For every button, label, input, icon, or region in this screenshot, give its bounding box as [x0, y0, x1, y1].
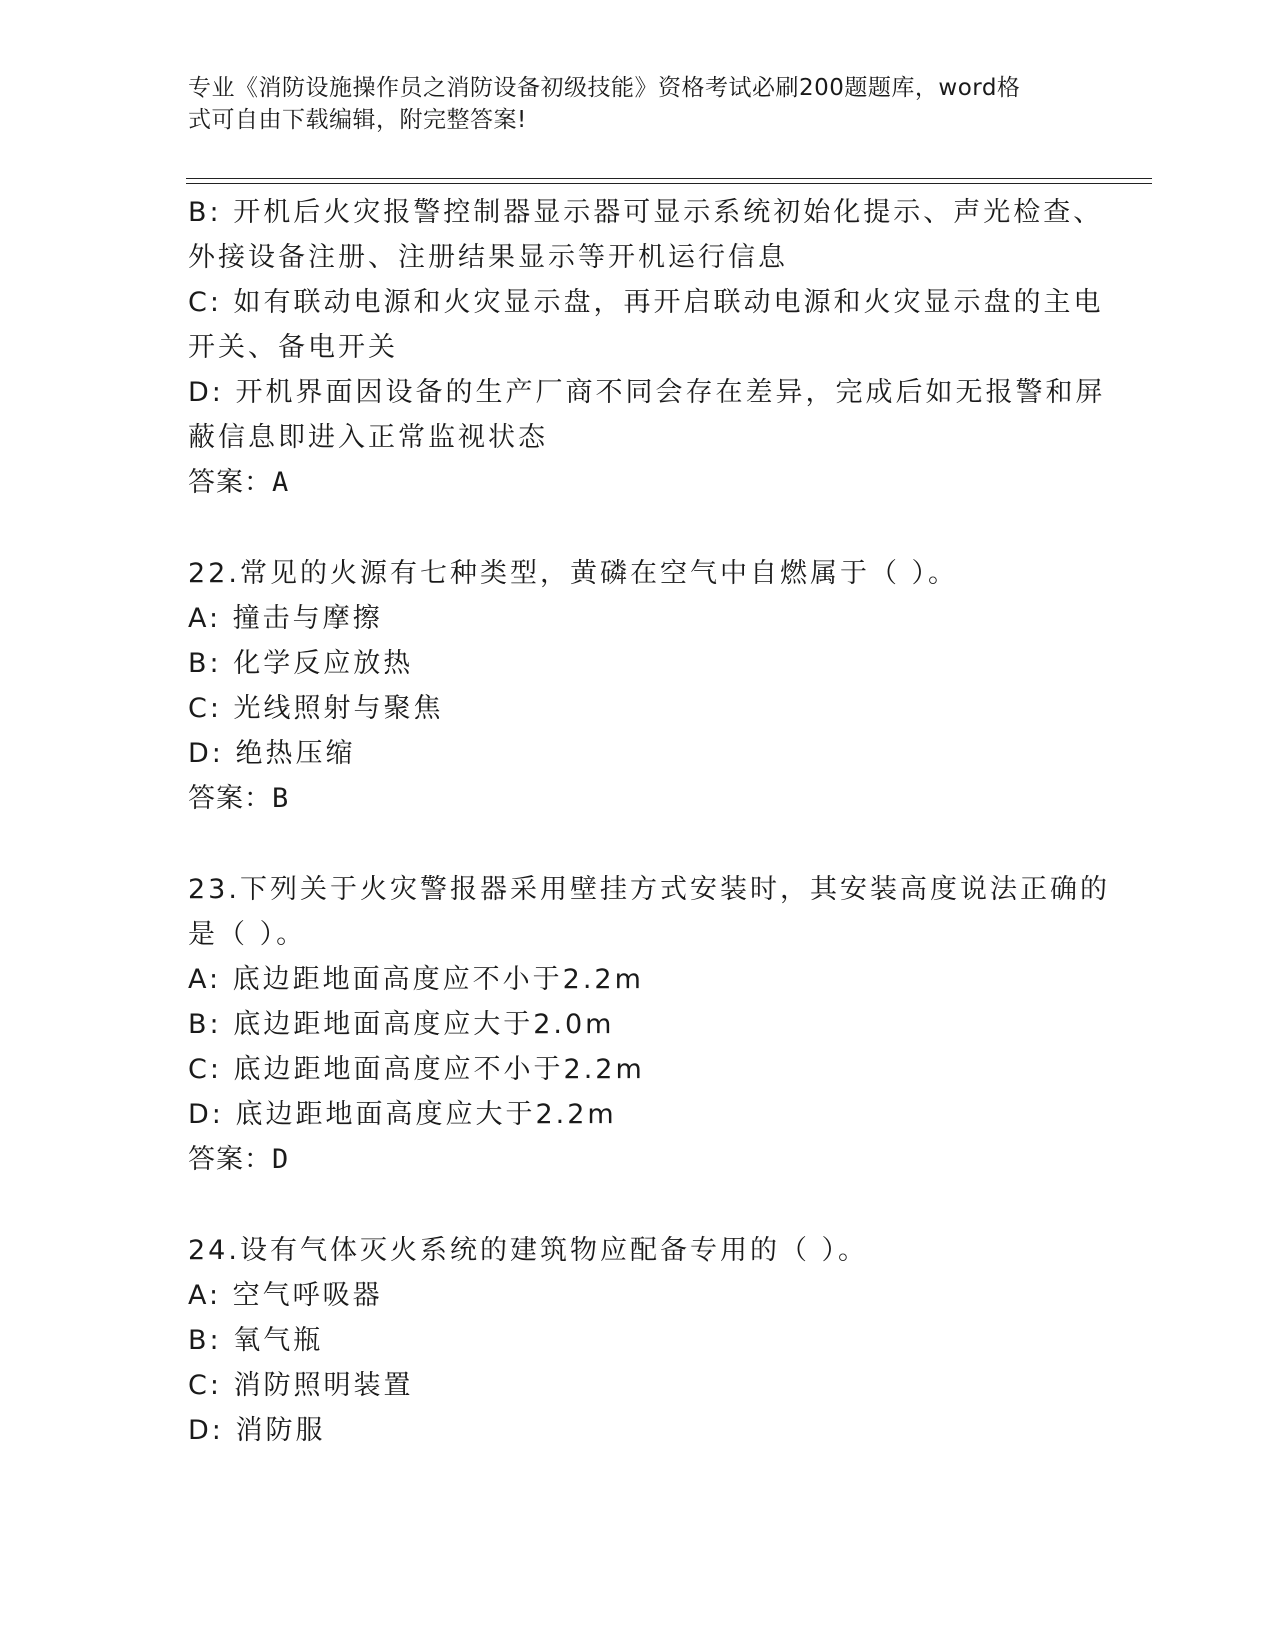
- question-stem-line-1: 23.下列关于火灾警报器采用壁挂方式安装时，其安装高度说法正确的: [188, 874, 1110, 905]
- question-23: [188, 867, 1110, 1182]
- header-double-rule: [186, 178, 1152, 184]
- question-content: [188, 190, 1110, 1453]
- header-line-1: 专业《消防设施操作员之消防设备初级技能》资格考试必刷200题题库，word格: [188, 75, 1021, 101]
- option-d: D: 绝热压缩: [188, 738, 356, 769]
- option-b: B: 底边距地面高度应大于2.0m: [188, 1009, 615, 1040]
- option-a: A: 撞击与摩擦: [188, 603, 383, 634]
- option-c: C: 底边距地面高度应不小于2.2m: [188, 1054, 645, 1085]
- option-c-line-2: 开关、备电开关: [188, 332, 398, 363]
- page-header: [188, 72, 1088, 136]
- option-a: A: 底边距地面高度应不小于2.2m: [188, 964, 644, 995]
- spacer: [188, 1182, 1088, 1228]
- option-a: A: 空气呼吸器: [188, 1280, 383, 1311]
- option-c-line-1: C: 如有联动电源和火灾显示盘，再开启联动电源和火灾显示盘的主电: [188, 287, 1104, 318]
- answer-label: 答案：B: [188, 783, 290, 814]
- option-b: B: 氧气瓶: [188, 1325, 324, 1356]
- question-22: [188, 551, 1088, 821]
- option-b-line-1: B: 开机后火灾报警控制器显示器可显示系统初始化提示、声光检查、: [188, 197, 1104, 228]
- question-stem: 22.常见的火源有七种类型，黄磷在空气中自燃属于（ ）。: [188, 558, 959, 589]
- option-d-line-2: 蔽信息即进入正常监视状态: [188, 422, 548, 453]
- header-line-2: 式可自由下载编辑，附完整答案!: [188, 107, 527, 133]
- option-b-line-2: 外接设备注册、注册结果显示等开机运行信息: [188, 242, 788, 273]
- question-24: [188, 1228, 1088, 1453]
- question-21-continued: [188, 190, 1106, 505]
- question-stem: 24.设有气体灭火系统的建筑物应配备专用的（ ）。: [188, 1235, 869, 1266]
- option-d: D: 消防服: [188, 1415, 326, 1446]
- answer-label: 答案：A: [188, 467, 290, 498]
- question-stem-line-2: 是（ ）。: [188, 919, 307, 950]
- answer-label: 答案：D: [188, 1144, 290, 1175]
- spacer: [188, 821, 1088, 867]
- option-d: D: 底边距地面高度应大于2.2m: [188, 1099, 617, 1130]
- option-c: C: 光线照射与聚焦: [188, 693, 444, 724]
- option-b: B: 化学反应放热: [188, 648, 414, 679]
- option-c: C: 消防照明装置: [188, 1370, 414, 1401]
- spacer: [188, 505, 1088, 551]
- option-d-line-1: D: 开机界面因设备的生产厂商不同会存在差异，完成后如无报警和屏: [188, 377, 1106, 408]
